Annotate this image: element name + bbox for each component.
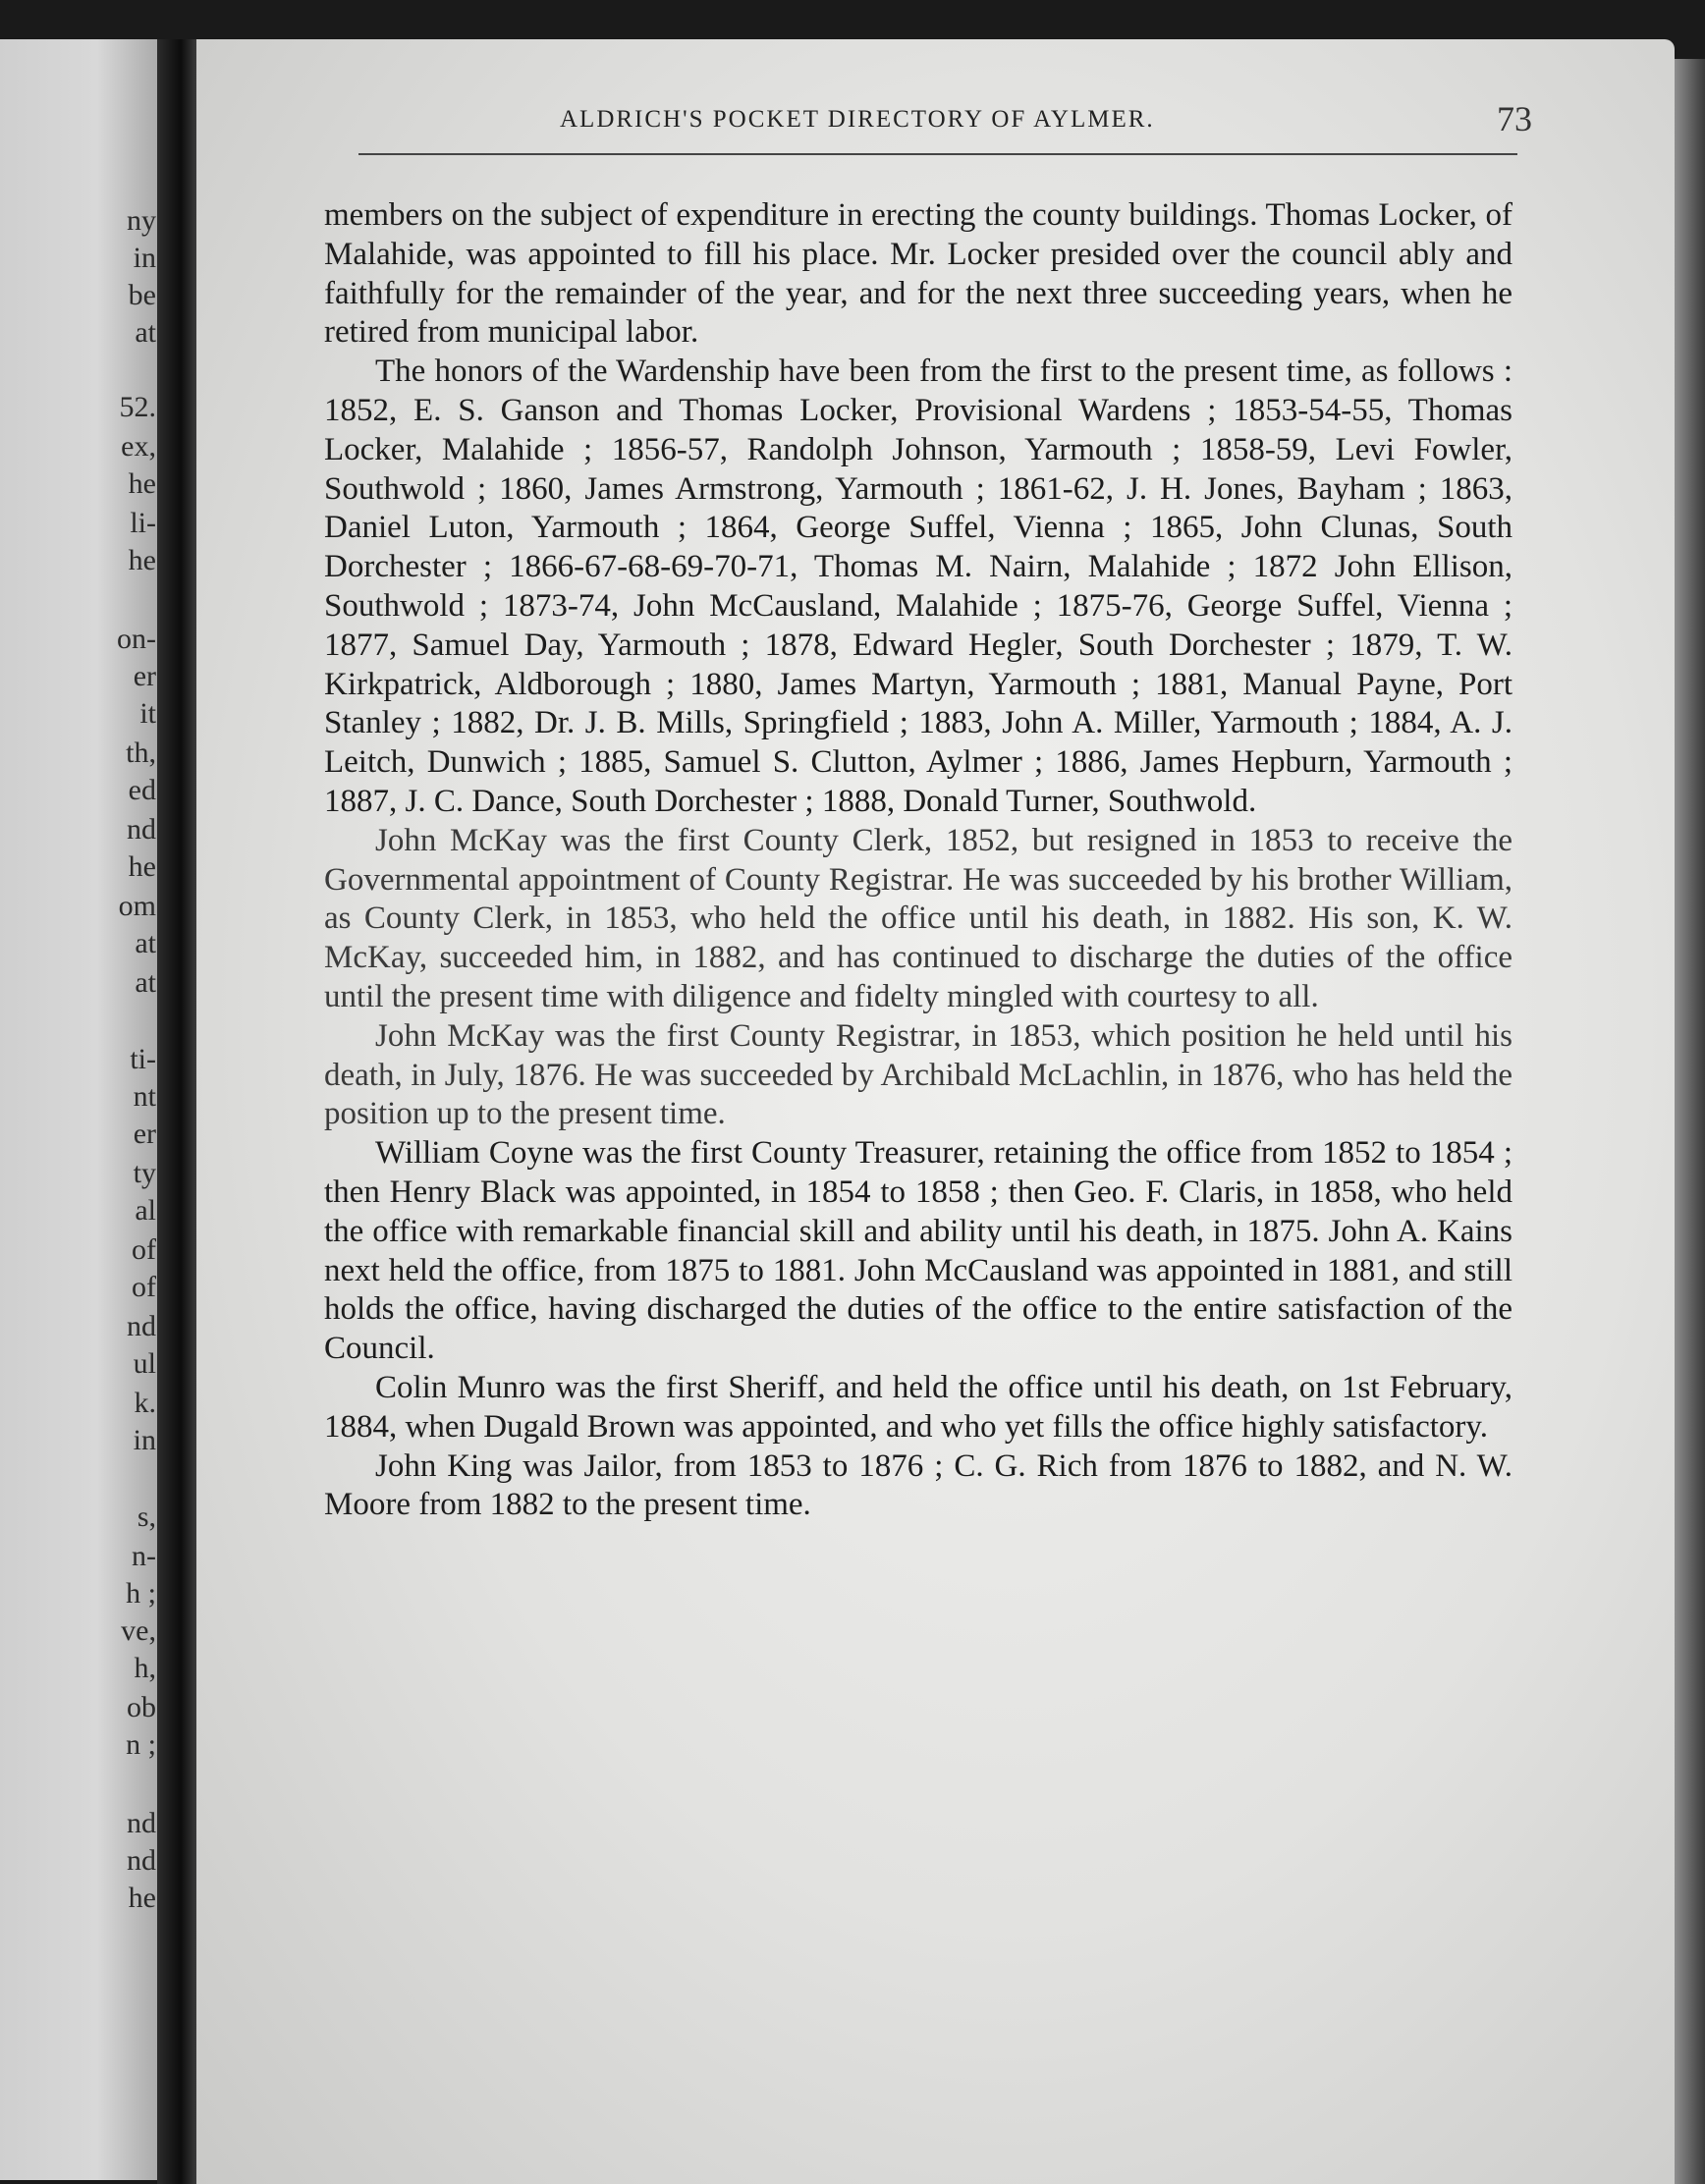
left-page-fragment: ty xyxy=(133,1157,156,1189)
left-page-fragment: li- xyxy=(130,507,156,539)
left-page-fragment: s, xyxy=(137,1501,156,1533)
left-page-fragment: ex, xyxy=(121,430,156,463)
left-page-fragment: nd xyxy=(127,1807,156,1839)
left-page-fragment: h, xyxy=(134,1652,156,1684)
left-page-fragment: of xyxy=(132,1271,156,1303)
left-page-fragment: nd xyxy=(127,1310,156,1342)
left-page-fragment: of xyxy=(132,1233,156,1266)
left-page-fragment: ob xyxy=(127,1691,156,1723)
left-page-fragment: ve, xyxy=(121,1614,156,1647)
paragraph-continuation: members on the subject of expenditure in erecting the county buildings. Thomas Locker, of Malahide, was appointed to fill his place. Mr. Locker presided over the council ably and faithfully for the remainder of the year, and for the next three succeeding years, when he retired from municipal labor. xyxy=(324,197,1512,351)
left-page-fragment: on- xyxy=(117,623,156,655)
left-page-fragment: be xyxy=(128,279,156,311)
left-page-fragment: it xyxy=(139,697,156,730)
running-head: ALDRICH'S POCKET DIRECTORY OF AYLMER. xyxy=(560,106,1155,133)
left-page-fragment: in xyxy=(133,1424,156,1456)
left-page-fragment: ny xyxy=(127,204,156,237)
page-header xyxy=(363,98,1542,147)
left-page-fragment: al xyxy=(135,1194,156,1227)
left-page-fragment: n ; xyxy=(126,1728,156,1761)
paragraph-county-clerk: John McKay was the first County Clerk, 1852, but resigned in 1853 to receive the Governmental appointment of County Registrar. He was succeeded by his brother William, as County Clerk, in 1853, who held the office until his death, in 1882. His son, K. W. McKay, succeeded him, in 1882, and has continued to discharge the duties of the office until the present time with diligence and fidelty mingled with courtesy to all. xyxy=(324,822,1512,1014)
left-page-fragment: n- xyxy=(132,1540,156,1572)
left-page-fragment: k. xyxy=(134,1387,156,1419)
header-rule xyxy=(358,153,1517,155)
left-page-fragment: nd xyxy=(127,813,156,846)
left-page-fragment: ed xyxy=(128,774,156,806)
left-page-fragment: at xyxy=(135,927,156,959)
left-page-fragment: at xyxy=(135,966,156,999)
paragraph-county-registrar: John McKay was the first County Registrar, in 1853, which position he held until his death, in July, 1876. He was succeeded by Archibald McLachlin, in 1876, who has held the position up to the present time. xyxy=(324,1017,1512,1132)
left-page-fragment: h ; xyxy=(126,1577,156,1610)
paragraph-jailor: John King was Jailor, from 1853 to 1876 ; C. G. Rich from 1876 to 1882, and N. W. Moore from 1882 to the present time. xyxy=(324,1447,1512,1523)
left-page-fragment: nt xyxy=(133,1080,156,1113)
left-page-fragment: er xyxy=(133,660,156,692)
left-page-fragment: ul xyxy=(133,1347,156,1380)
book-gutter xyxy=(157,39,196,2184)
left-page-fragment: om xyxy=(118,890,156,922)
page-number: 73 xyxy=(1497,99,1532,138)
left-page-fragment: th, xyxy=(126,737,156,769)
left-page-fragment: ti- xyxy=(130,1043,156,1075)
left-page-fragment: at xyxy=(135,316,156,349)
paragraph-sheriff: Colin Munro was the first Sheriff, and held the office until his death, on 1st February, 1884, when Dugald Brown was appointed, and who yet fills the office highly satisfactory. xyxy=(324,1369,1512,1445)
left-page-fragment: er xyxy=(133,1118,156,1150)
page-edge-shadow xyxy=(1675,59,1705,2184)
left-page-fragment: 52. xyxy=(119,391,156,423)
left-page-fragment: he xyxy=(128,467,156,500)
left-page-fragment: in xyxy=(133,242,156,274)
paragraph-wardens: The honors of the Wardenship have been from the first to the present time, as follows : 1852, E. S. Ganson and Thomas Locker, Provisional Wardens ; 1853-54-55, Thomas Locker, Malahide ; 1856-57, Randolph Johnson, Yarmouth ; 1858-59, Levi Fowler, Southwold ; 1860, James Armstrong, Yarmouth ; 1861-62, J. H. Jones, Bayham ; 1863, Daniel Luton, Yarmouth ; 1864, George Suffel, Vienna ; 1865, John Clunas, South Dorchester ; 1866-67-68-69-70-71, Thomas M. Nairn, Malahide ; 1872 John Ellison, Southwold ; 1873-74, John McCausland, Malahide ; 1875-76, George Suffel, Vienna ; 1877, Samuel Day, Yarmouth ; 1878, Edward Hegler, South Dorchester ; 1879, T. W. Kirkpatrick, Aldborough ; 1880, James Martyn, Yarmouth ; 1881, Manual Payne, Port Stanley ; 1882, Dr. J. B. Mills, Springfield ; 1883, John A. Miller, Yarmouth ; 1884, A. J. Leitch, Dunwich ; 1885, Samuel S. Clutton, Aylmer ; 1886, James Hepburn, Yarmouth ; 1887, J. C. Dance, South Dorchester ; 1888, Donald Turner, Southwold. xyxy=(324,354,1512,819)
left-page-fragment: nd xyxy=(127,1844,156,1877)
left-page-fragment: he xyxy=(128,544,156,576)
left-page-fragment: he xyxy=(128,1882,156,1914)
body-text xyxy=(324,196,1512,1525)
paragraph-county-treasurer: William Coyne was the first County Treasurer, retaining the office from 1852 to 1854 ; then Henry Black was appointed, in 1854 to 1858 ; then Geo. F. Claris, in 1858, who held the office with remarkable financial skill and ability until his death, in 1875. John A. Kains next held the office, from 1875 to 1881. John McCausland was appointed in 1881, and still holds the office, having discharged the duties of the office to the entire satisfaction of the Council. xyxy=(324,1135,1512,1367)
left-page-edge xyxy=(0,39,162,2180)
left-page-fragment: he xyxy=(128,850,156,883)
